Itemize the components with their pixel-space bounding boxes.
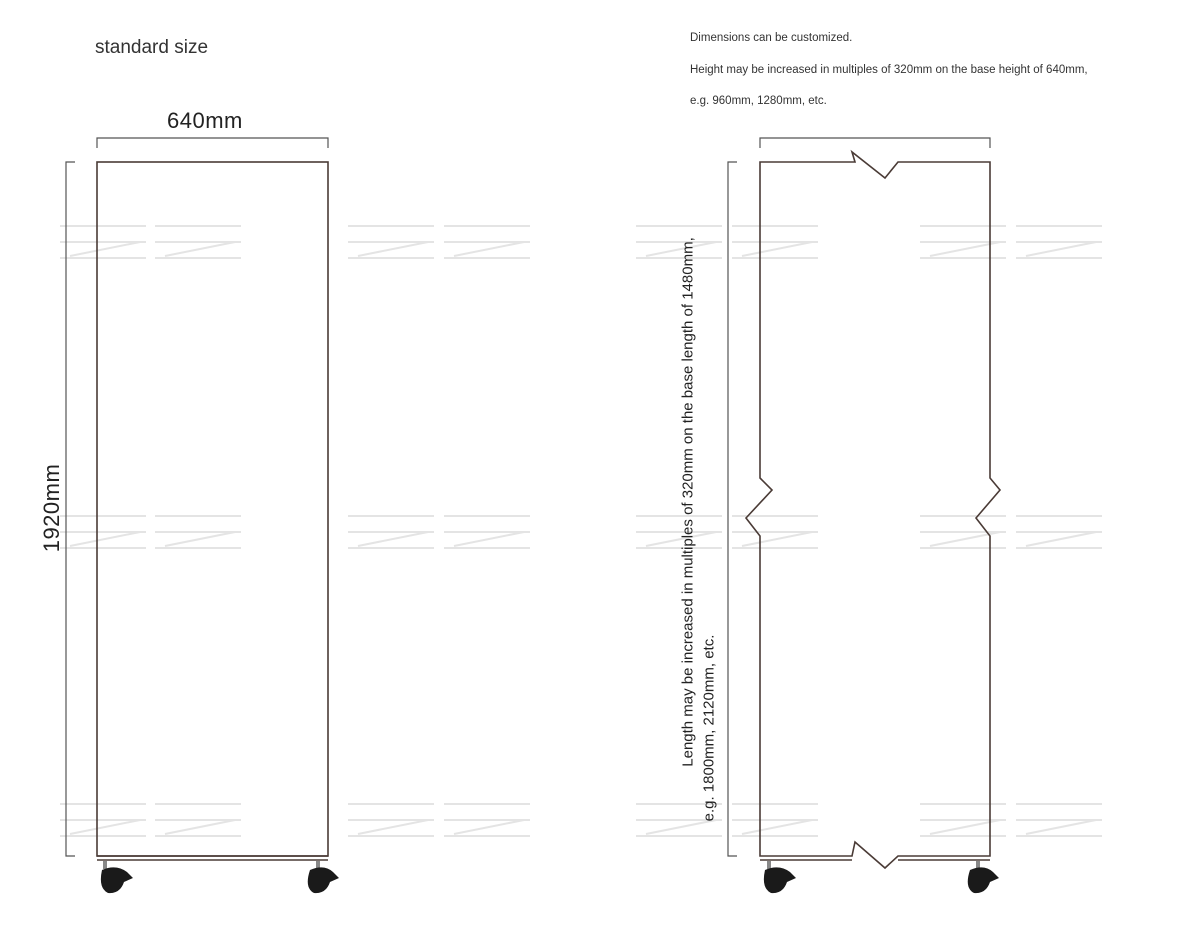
caster-right <box>968 861 999 893</box>
standard-bottom-rail <box>97 856 328 860</box>
caster-left <box>101 861 133 893</box>
watermark-tile <box>348 226 434 258</box>
caster-right <box>308 861 339 893</box>
watermark-tile <box>155 804 241 836</box>
width-dimension-label: 640mm <box>167 108 243 133</box>
watermark-tile <box>920 804 1006 836</box>
height-increase-note: Height may be increased in multiples of 320mm on the base height of 640mm, <box>690 64 1088 76</box>
watermark-tile <box>60 516 146 548</box>
custom-width-dimension-line <box>760 138 990 148</box>
watermark-tile <box>155 226 241 258</box>
caster-left <box>764 861 796 893</box>
watermark-tile <box>1016 516 1102 548</box>
watermark-tile <box>732 516 818 548</box>
watermark-tile <box>1016 226 1102 258</box>
watermark-tile <box>60 226 146 258</box>
custom-height-dimension-line <box>728 162 737 856</box>
watermark-tile <box>348 804 434 836</box>
watermark-tile <box>444 516 530 548</box>
standard-panel-outline <box>97 162 328 856</box>
watermark-tile <box>444 804 530 836</box>
width-dimension-line <box>97 138 328 148</box>
length-example-note: e.g. 1800mm, 2120mm, etc. <box>700 634 718 822</box>
standard-size-heading: standard size <box>95 37 209 58</box>
watermark-tile <box>155 516 241 548</box>
customization-note: Dimensions can be customized. <box>690 32 853 44</box>
watermark-tile <box>732 226 818 258</box>
watermark-tile <box>920 516 1006 548</box>
watermark-tile <box>348 516 434 548</box>
height-example-note: e.g. 960mm, 1280mm, etc. <box>690 95 827 107</box>
watermark-tile <box>444 226 530 258</box>
watermark-pattern <box>60 226 1102 836</box>
watermark-tile <box>920 226 1006 258</box>
custom-panel-outline <box>746 152 1000 868</box>
height-dimension-label: 1920mm <box>39 463 64 553</box>
watermark-tile <box>1016 804 1102 836</box>
length-increase-note: Length may be increased in multiples of 320mm on the base length of 1480mm, <box>679 237 697 767</box>
watermark-tile <box>732 804 818 836</box>
height-dimension-line <box>66 162 75 856</box>
watermark-tile <box>60 804 146 836</box>
